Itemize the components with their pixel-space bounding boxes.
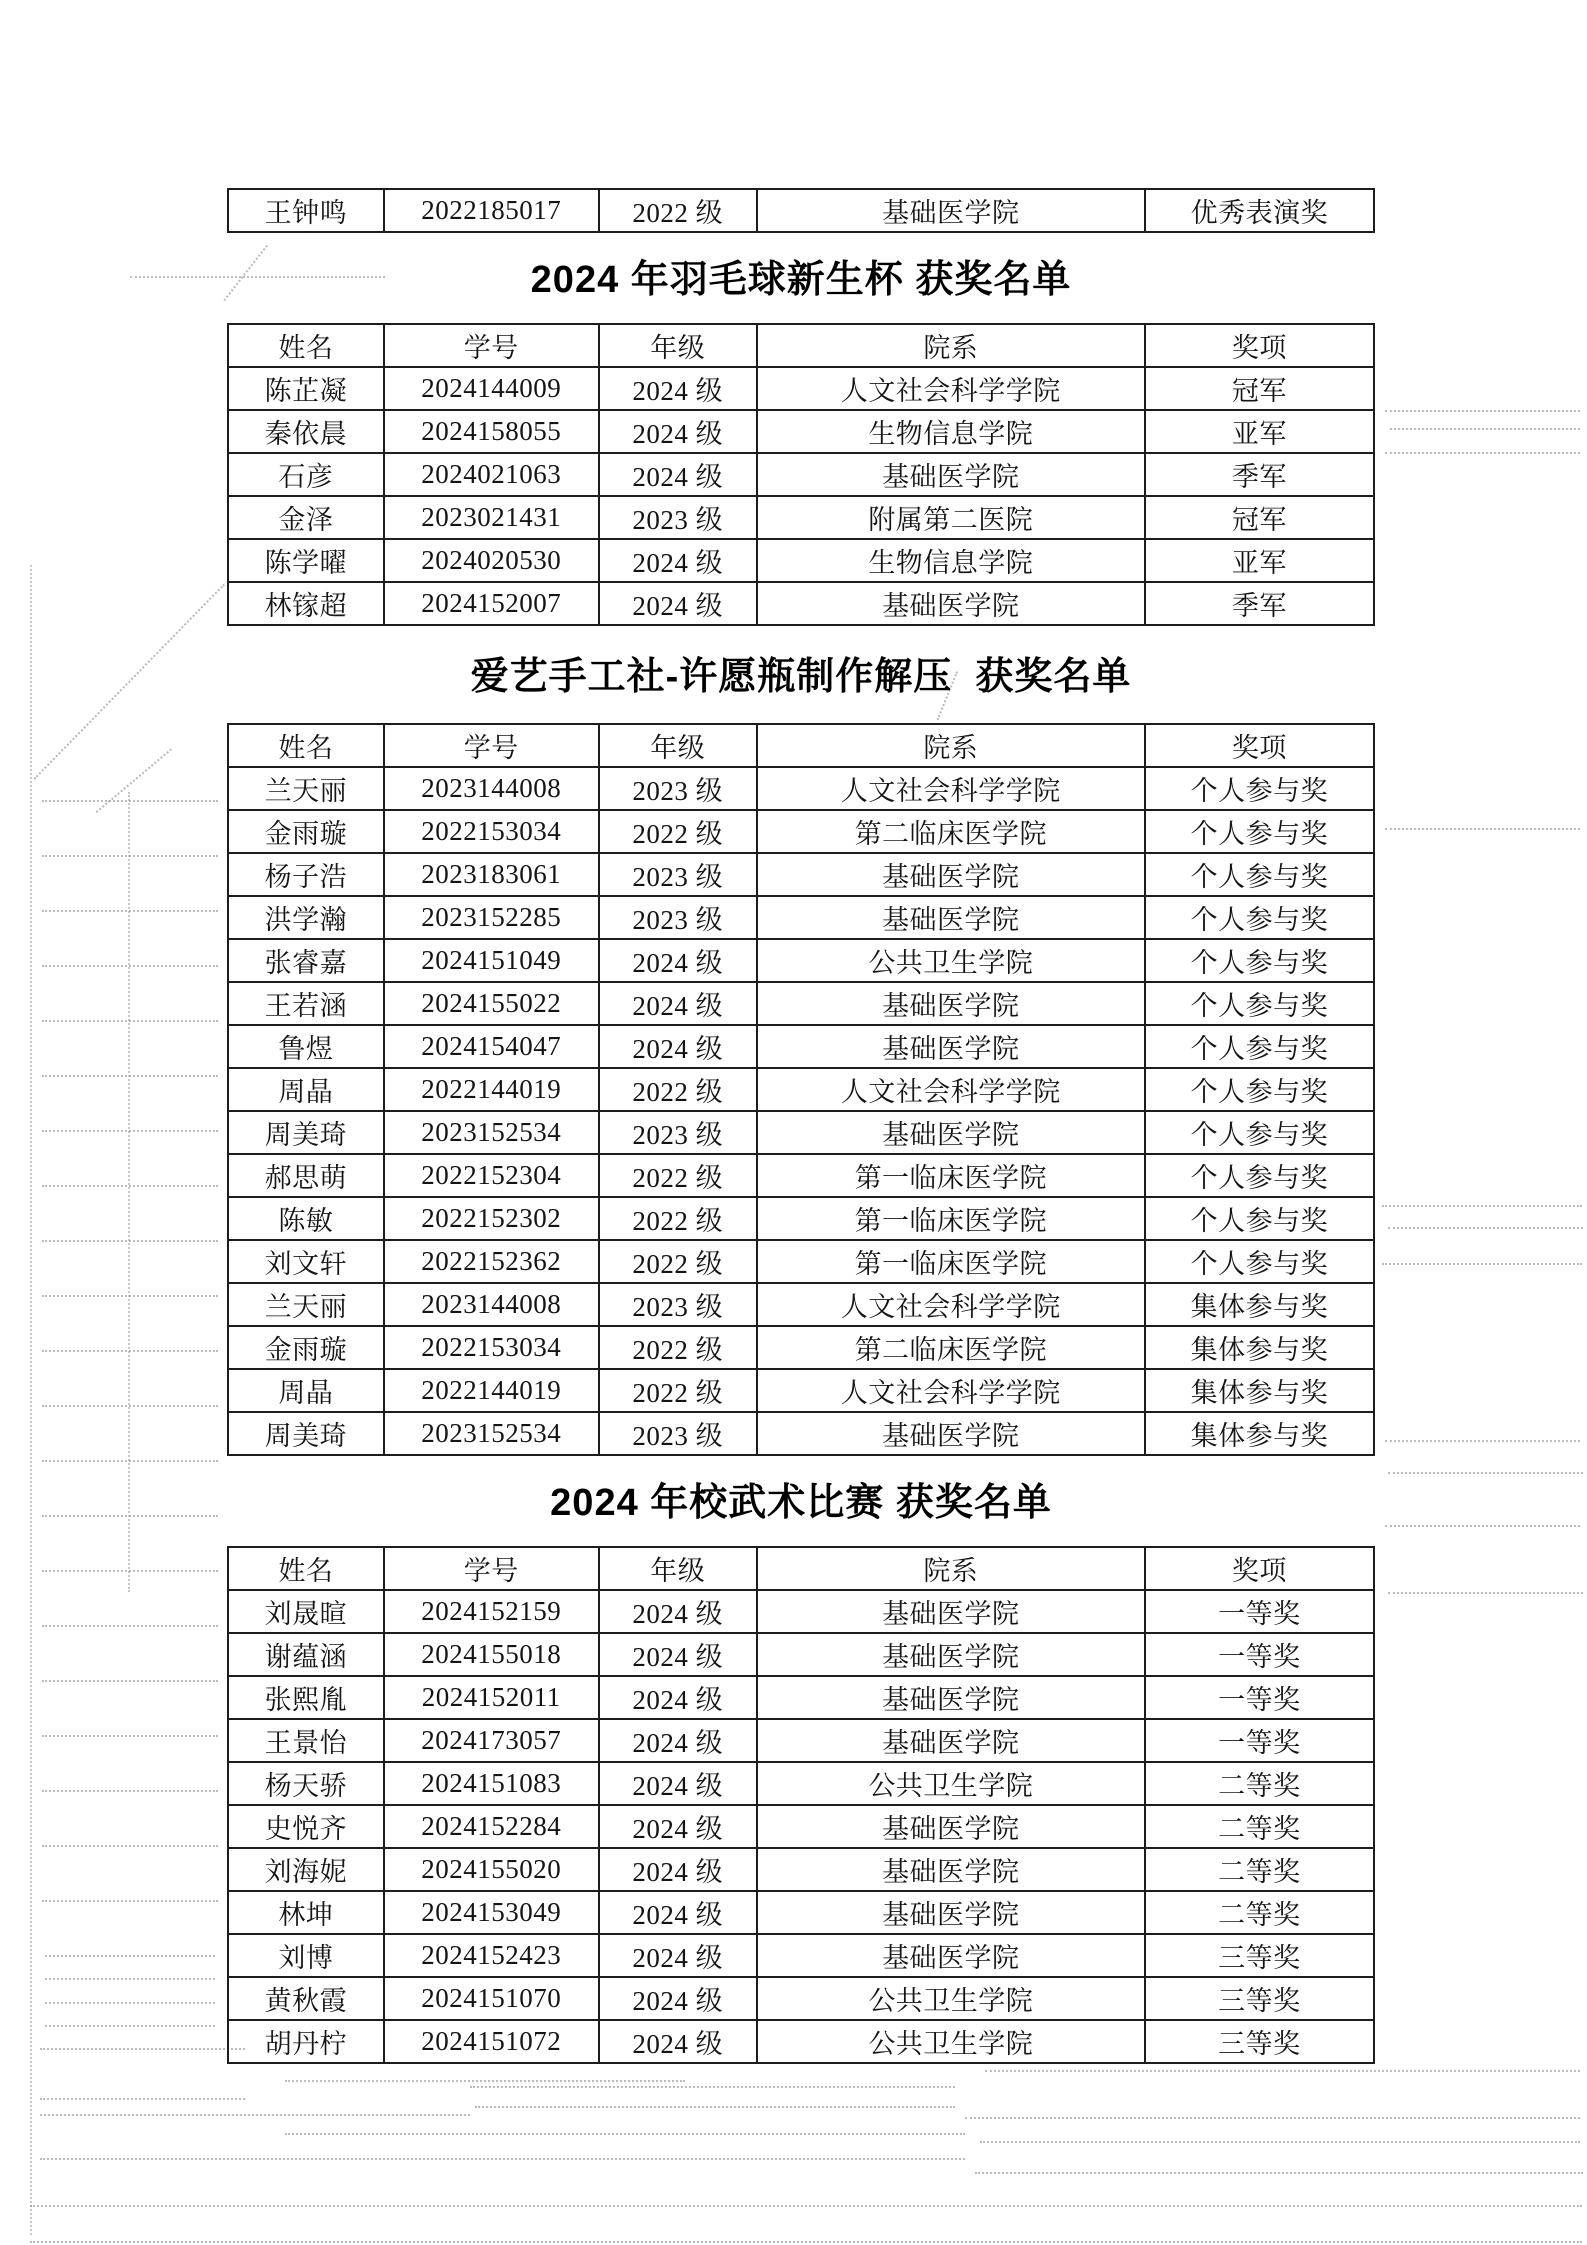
cell-department: 基础医学院: [757, 1025, 1145, 1068]
scan-dotted-line: [96, 748, 172, 813]
cell-award: 季军: [1145, 453, 1374, 496]
table-row: [228, 539, 1374, 582]
table-row: [228, 1891, 1374, 1934]
cell-student-id: 2023144008: [384, 1283, 599, 1326]
scan-dotted-line: [42, 1185, 218, 1187]
scan-dotted-line: [42, 1350, 218, 1352]
document-content: [227, 188, 1375, 2064]
cell-award: 个人参与奖: [1145, 896, 1374, 939]
scan-dotted-line: [1388, 1227, 1583, 1229]
column-header: 院系: [757, 724, 1145, 767]
cell-grade: 2024 级: [599, 1977, 757, 2020]
cell-grade: 2024 级: [599, 1676, 757, 1719]
column-header: 姓名: [228, 324, 384, 367]
cell-grade: 2022 级: [599, 1326, 757, 1369]
cell-award: 二等奖: [1145, 1762, 1374, 1805]
cell-grade: 2023 级: [599, 1283, 757, 1326]
cell-award: 个人参与奖: [1145, 1240, 1374, 1283]
scan-dotted-line: [42, 910, 218, 912]
cell-student-id: 2024152007: [384, 582, 599, 625]
column-header: 年级: [599, 1547, 757, 1590]
cell-grade: 2022 级: [599, 1369, 757, 1412]
cell-student-id: 2022144019: [384, 1068, 599, 1111]
carryover-table: [227, 188, 1375, 233]
cell-award: 亚军: [1145, 410, 1374, 453]
table-row: [228, 410, 1374, 453]
cell-name: 刘博: [228, 1934, 384, 1977]
table-row: [228, 1977, 1374, 2020]
table-row: [228, 1111, 1374, 1154]
cell-name: 杨子浩: [228, 853, 384, 896]
cell-award: 个人参与奖: [1145, 810, 1374, 853]
table-row: [228, 853, 1374, 896]
cell-student-id: 2024173057: [384, 1719, 599, 1762]
table-row: [228, 1326, 1374, 1369]
column-header: 奖项: [1145, 1547, 1374, 1590]
cell-grade: 2024 级: [599, 367, 757, 410]
table-row: [228, 896, 1374, 939]
cell-award: 三等奖: [1145, 2020, 1374, 2063]
table-row: [228, 1197, 1374, 1240]
cell-award: 集体参与奖: [1145, 1412, 1374, 1455]
scan-dotted-line: [470, 2086, 955, 2088]
scan-dotted-line: [42, 800, 218, 802]
cell-award: 个人参与奖: [1145, 1068, 1374, 1111]
cell-student-id: 2024021063: [384, 453, 599, 496]
cell-grade: 2023 级: [599, 1412, 757, 1455]
cell-name: 林镓超: [228, 582, 384, 625]
scan-dotted-line: [42, 1020, 218, 1022]
cell-department: 基础医学院: [757, 1111, 1145, 1154]
cell-grade: 2023 级: [599, 496, 757, 539]
cell-name: 洪学瀚: [228, 896, 384, 939]
cell-grade: 2024 级: [599, 1934, 757, 1977]
cell-name: 金雨璇: [228, 1326, 384, 1369]
cell-department: 第二临床医学院: [757, 1326, 1145, 1369]
table-row: [228, 1412, 1374, 1455]
header-row: [228, 724, 1374, 767]
scan-dotted-line: [285, 2080, 685, 2082]
cell-grade: 2024 级: [599, 1719, 757, 1762]
table-row: [228, 1805, 1374, 1848]
scan-dotted-line: [45, 2002, 215, 2004]
cell-award: 一等奖: [1145, 1590, 1374, 1633]
scan-dotted-line: [1382, 1205, 1582, 1207]
scan-dotted-line: [40, 2114, 470, 2116]
scan-dotted-line: [42, 1790, 218, 1792]
table-row: [228, 1068, 1374, 1111]
cell-student-id: 2024144009: [384, 367, 599, 410]
table-row: [228, 1590, 1374, 1633]
scan-dotted-line: [42, 1680, 218, 1682]
cell-name: 刘海妮: [228, 1848, 384, 1891]
table-row: [228, 1934, 1374, 1977]
column-header: 奖项: [1145, 724, 1374, 767]
cell-department: 第一临床医学院: [757, 1197, 1145, 1240]
scan-dotted-line: [285, 2133, 965, 2135]
cell-student-id: 2022152302: [384, 1197, 599, 1240]
cell-department: 公共卫生学院: [757, 939, 1145, 982]
cell-student-id: 2024152284: [384, 1805, 599, 1848]
scan-dotted-line: [30, 2205, 1582, 2207]
scan-dotted-line: [1385, 1525, 1580, 1527]
cell-name: 胡丹柠: [228, 2020, 384, 2063]
cell-student-id: 2023152534: [384, 1111, 599, 1154]
table-row: [228, 1676, 1374, 1719]
table-row: [228, 1369, 1374, 1412]
scan-dotted-line: [45, 1978, 215, 1980]
scan-dotted-line: [30, 565, 32, 2235]
cell-grade: 2024 级: [599, 982, 757, 1025]
cell-grade: 2022 级: [599, 1240, 757, 1283]
scan-dotted-line: [1385, 1440, 1580, 1442]
cell-grade: 2022 级: [599, 1154, 757, 1197]
cell-student-id: 2024151072: [384, 2020, 599, 2063]
cell-department: 基础医学院: [757, 1590, 1145, 1633]
cell-department: 第一临床医学院: [757, 1240, 1145, 1283]
table-row: [228, 767, 1374, 810]
cell-department: 基础医学院: [757, 1633, 1145, 1676]
cell-name: 秦依晨: [228, 410, 384, 453]
column-header: 姓名: [228, 724, 384, 767]
scan-dotted-line: [1388, 1472, 1583, 1474]
table-row: [228, 1719, 1374, 1762]
cell-grade: 2024 级: [599, 582, 757, 625]
cell-student-id: 2024151070: [384, 1977, 599, 2020]
cell-name: 周美琦: [228, 1111, 384, 1154]
scan-dotted-line: [34, 584, 225, 780]
cell-award: 二等奖: [1145, 1848, 1374, 1891]
cell-student-id: 2022152304: [384, 1154, 599, 1197]
cell-department: 基础医学院: [757, 453, 1145, 496]
scan-dotted-line: [42, 1130, 218, 1132]
section-title: 2024 年校武术比赛 获奖名单: [550, 1482, 1052, 1525]
cell-name: 张熙胤: [228, 1676, 384, 1719]
cell-name: 王若涵: [228, 982, 384, 1025]
scan-dotted-line: [42, 1900, 218, 1902]
table-row: [228, 1025, 1374, 1068]
table-row: [228, 982, 1374, 1025]
scan-dotted-line: [475, 2106, 955, 2108]
table-row: [228, 1762, 1374, 1805]
cell-award: 个人参与奖: [1145, 853, 1374, 896]
scan-dotted-line: [42, 1405, 218, 1407]
table-row: [228, 367, 1374, 410]
cell-name: 鲁煜: [228, 1025, 384, 1068]
cell-grade: 2022 级: [599, 1068, 757, 1111]
awards-table: [227, 723, 1375, 1456]
cell-name: 林坤: [228, 1891, 384, 1934]
cell-student-id: 2024155018: [384, 1633, 599, 1676]
table-row: [228, 1154, 1374, 1197]
cell-name: 陈学曜: [228, 539, 384, 582]
table-row: [228, 453, 1374, 496]
table-row: [228, 1283, 1374, 1326]
cell-award: 个人参与奖: [1145, 1197, 1374, 1240]
cell-award: 个人参与奖: [1145, 1111, 1374, 1154]
cell-department: 人文社会科学学院: [757, 1068, 1145, 1111]
table-row: [228, 189, 1374, 232]
cell-department: 基础医学院: [757, 853, 1145, 896]
cell-student-id: 2022152362: [384, 1240, 599, 1283]
scan-dotted-line: [40, 2158, 965, 2160]
table-row: [228, 2020, 1374, 2063]
column-header: 院系: [757, 1547, 1145, 1590]
cell-department: 基础医学院: [757, 896, 1145, 939]
cell-award: 个人参与奖: [1145, 767, 1374, 810]
cell-student-id: 2024155020: [384, 1848, 599, 1891]
cell-student-id: 2024152011: [384, 1676, 599, 1719]
cell-name: 史悦齐: [228, 1805, 384, 1848]
cell-department: 第二临床医学院: [757, 810, 1145, 853]
scan-dotted-line: [42, 1625, 218, 1627]
cell-name: 石彦: [228, 453, 384, 496]
cell-student-id: 2022144019: [384, 1369, 599, 1412]
cell-grade: 2024 级: [599, 410, 757, 453]
cell-department: 人文社会科学学院: [757, 767, 1145, 810]
cell-student-id: 2024152159: [384, 1590, 599, 1633]
cell-award: 二等奖: [1145, 1891, 1374, 1934]
scan-dotted-line: [965, 2117, 1580, 2119]
column-header: 学号: [384, 324, 599, 367]
cell-student-id: 2024153049: [384, 1891, 599, 1934]
cell-student-id: 2024151049: [384, 939, 599, 982]
cell-award: 三等奖: [1145, 1934, 1374, 1977]
cell-award: 冠军: [1145, 367, 1374, 410]
cell-department: 附属第二医院: [757, 496, 1145, 539]
scan-dotted-line: [42, 855, 218, 857]
cell-department: 基础医学院: [757, 1412, 1145, 1455]
cell-student-id: 2022185017: [384, 189, 599, 232]
scan-dotted-line: [1382, 1263, 1582, 1265]
section-title: 爱艺手工社-许愿瓶制作解压 获奖名单: [470, 655, 1132, 698]
scan-dotted-line: [40, 2098, 245, 2100]
cell-grade: 2022 级: [599, 810, 757, 853]
scan-dotted-line: [1385, 452, 1580, 454]
award-section-badminton: [227, 259, 1375, 626]
scan-dotted-line: [980, 2141, 1580, 2143]
cell-student-id: 2024158055: [384, 410, 599, 453]
cell-name: 周晶: [228, 1369, 384, 1412]
cell-grade: 2024 级: [599, 1633, 757, 1676]
cell-department: 基础医学院: [757, 1891, 1145, 1934]
cell-name: 周美琦: [228, 1412, 384, 1455]
cell-name: 周晶: [228, 1068, 384, 1111]
table-row: [228, 810, 1374, 853]
cell-department: 基础医学院: [757, 1934, 1145, 1977]
scan-dotted-line: [42, 1735, 218, 1737]
cell-award: 一等奖: [1145, 1633, 1374, 1676]
cell-grade: 2024 级: [599, 1762, 757, 1805]
table-row: [228, 1848, 1374, 1891]
cell-name: 刘晟暄: [228, 1590, 384, 1633]
cell-grade: 2023 级: [599, 896, 757, 939]
cell-student-id: 2023152285: [384, 896, 599, 939]
cell-department: 人文社会科学学院: [757, 1369, 1145, 1412]
cell-award: 集体参与奖: [1145, 1369, 1374, 1412]
cell-award: 冠军: [1145, 496, 1374, 539]
cell-name: 兰天丽: [228, 767, 384, 810]
cell-department: 基础医学院: [757, 1805, 1145, 1848]
cell-department: 第一临床医学院: [757, 1154, 1145, 1197]
cell-award: 集体参与奖: [1145, 1283, 1374, 1326]
cell-grade: 2024 级: [599, 1805, 757, 1848]
cell-grade: 2024 级: [599, 1025, 757, 1068]
cell-student-id: 2023144008: [384, 767, 599, 810]
scan-dotted-line: [42, 1295, 218, 1297]
cell-department: 公共卫生学院: [757, 2020, 1145, 2063]
cell-student-id: 2024020530: [384, 539, 599, 582]
cell-department: 人文社会科学学院: [757, 367, 1145, 410]
award-section-handcraft: [227, 656, 1375, 1457]
awards-table: [227, 323, 1375, 626]
column-header: 学号: [384, 724, 599, 767]
cell-award: 一等奖: [1145, 1719, 1374, 1762]
cell-name: 陈芷凝: [228, 367, 384, 410]
scan-dotted-line: [45, 2025, 215, 2027]
cell-department: 人文社会科学学院: [757, 1283, 1145, 1326]
scan-dotted-line: [30, 2241, 1582, 2243]
scan-dotted-line: [42, 1460, 218, 1462]
cell-department: 生物信息学院: [757, 410, 1145, 453]
cell-student-id: 2023021431: [384, 496, 599, 539]
scan-dotted-line: [1388, 1592, 1583, 1594]
cell-department: 生物信息学院: [757, 539, 1145, 582]
cell-department: 基础医学院: [757, 1719, 1145, 1762]
cell-grade: 2024 级: [599, 539, 757, 582]
cell-student-id: 2022153034: [384, 1326, 599, 1369]
column-header: 年级: [599, 724, 757, 767]
cell-name: 黄秋霞: [228, 1977, 384, 2020]
cell-award: 优秀表演奖: [1145, 189, 1374, 232]
cell-student-id: 2023183061: [384, 853, 599, 896]
scan-dotted-line: [42, 1240, 218, 1242]
cell-grade: 2024 级: [599, 939, 757, 982]
cell-grade: 2024 级: [599, 453, 757, 496]
table-row: [228, 1633, 1374, 1676]
cell-award: 亚军: [1145, 539, 1374, 582]
scan-dotted-line: [42, 1845, 218, 1847]
cell-award: 一等奖: [1145, 1676, 1374, 1719]
column-header: 年级: [599, 324, 757, 367]
cell-student-id: 2024154047: [384, 1025, 599, 1068]
cell-name: 杨天骄: [228, 1762, 384, 1805]
cell-name: 刘文轩: [228, 1240, 384, 1283]
cell-name: 王景怡: [228, 1719, 384, 1762]
cell-name: 郝思萌: [228, 1154, 384, 1197]
cell-award: 集体参与奖: [1145, 1326, 1374, 1369]
cell-department: 基础医学院: [757, 982, 1145, 1025]
cell-grade: 2022 级: [599, 189, 757, 232]
scan-dotted-line: [128, 792, 130, 1592]
column-header: 院系: [757, 324, 1145, 367]
cell-award: 个人参与奖: [1145, 1154, 1374, 1197]
cell-award: 二等奖: [1145, 1805, 1374, 1848]
cell-grade: 2024 级: [599, 2020, 757, 2063]
scan-dotted-line: [975, 2172, 1583, 2174]
cell-department: 基础医学院: [757, 1848, 1145, 1891]
cell-department: 基础医学院: [757, 582, 1145, 625]
scan-dotted-line: [42, 1075, 218, 1077]
awards-table: [227, 1546, 1375, 2064]
table-row: [228, 496, 1374, 539]
column-header: 姓名: [228, 1547, 384, 1590]
cell-name: 陈敏: [228, 1197, 384, 1240]
table-row: [228, 939, 1374, 982]
cell-name: 金泽: [228, 496, 384, 539]
scan-dotted-line: [985, 2070, 1580, 2072]
cell-name: 张睿嘉: [228, 939, 384, 982]
scan-dotted-line: [1385, 828, 1580, 830]
cell-grade: 2024 级: [599, 1848, 757, 1891]
header-row: [228, 1547, 1374, 1590]
scan-dotted-line: [42, 965, 218, 967]
column-header: 奖项: [1145, 324, 1374, 367]
cell-name: 谢蕴涵: [228, 1633, 384, 1676]
cell-grade: 2023 级: [599, 853, 757, 896]
scan-dotted-line: [40, 2048, 245, 2050]
cell-grade: 2024 级: [599, 1891, 757, 1934]
cell-grade: 2023 级: [599, 1111, 757, 1154]
cell-grade: 2024 级: [599, 1590, 757, 1633]
cell-student-id: 2024155022: [384, 982, 599, 1025]
cell-grade: 2022 级: [599, 1197, 757, 1240]
cell-name: 王钟鸣: [228, 189, 384, 232]
cell-student-id: 2024152423: [384, 1934, 599, 1977]
cell-department: 基础医学院: [757, 1676, 1145, 1719]
scan-dotted-line: [42, 1570, 218, 1572]
cell-student-id: 2022153034: [384, 810, 599, 853]
header-row: [228, 324, 1374, 367]
cell-award: 个人参与奖: [1145, 939, 1374, 982]
scan-dotted-line: [1390, 428, 1580, 430]
cell-name: 金雨璇: [228, 810, 384, 853]
cell-department: 公共卫生学院: [757, 1977, 1145, 2020]
cell-name: 兰天丽: [228, 1283, 384, 1326]
cell-department: 基础医学院: [757, 189, 1145, 232]
cell-award: 个人参与奖: [1145, 1025, 1374, 1068]
award-section-wushu: [227, 1482, 1375, 2064]
cell-award: 季军: [1145, 582, 1374, 625]
cell-department: 公共卫生学院: [757, 1762, 1145, 1805]
cell-student-id: 2023152534: [384, 1412, 599, 1455]
table-row: [228, 582, 1374, 625]
column-header: 学号: [384, 1547, 599, 1590]
cell-grade: 2023 级: [599, 767, 757, 810]
section-title: 2024 年羽毛球新生杯 获奖名单: [530, 259, 1072, 301]
scan-dotted-line: [1385, 410, 1580, 412]
cell-award: 个人参与奖: [1145, 982, 1374, 1025]
scan-dotted-line: [45, 1955, 215, 1957]
cell-award: 三等奖: [1145, 1977, 1374, 2020]
scan-dotted-line: [42, 1515, 218, 1517]
table-row: [228, 1240, 1374, 1283]
cell-student-id: 2024151083: [384, 1762, 599, 1805]
